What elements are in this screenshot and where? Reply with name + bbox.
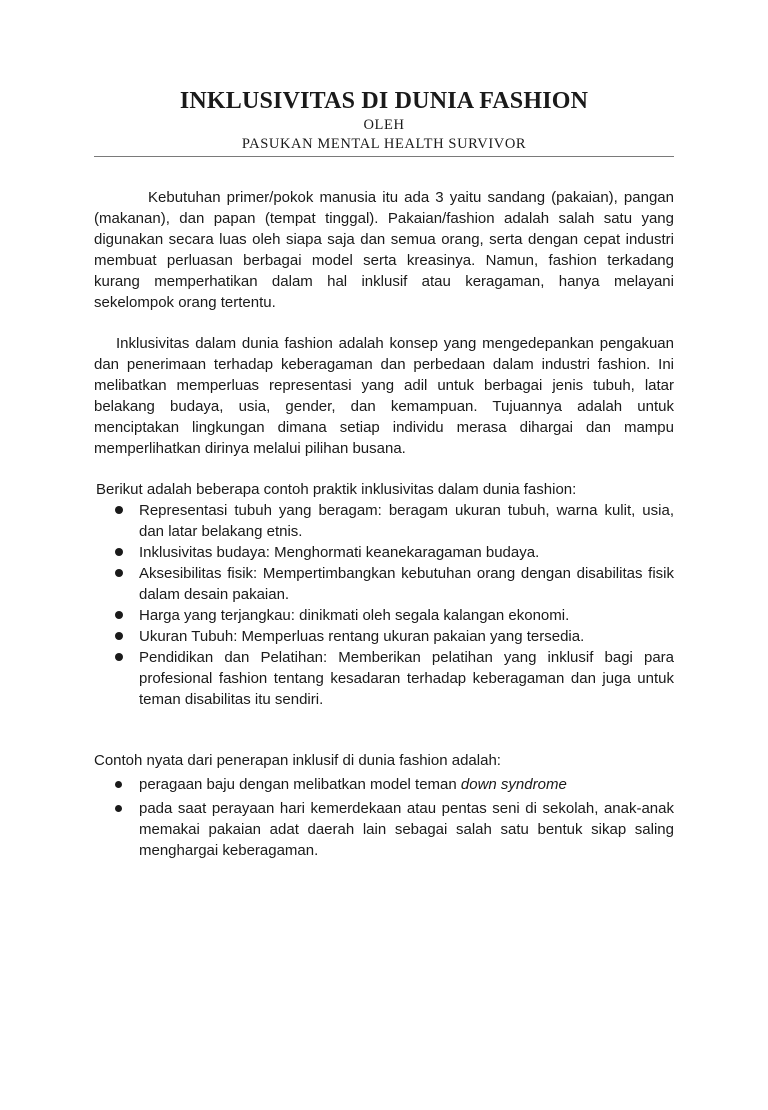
author: PASUKAN MENTAL HEALTH SURVIVOR <box>241 136 527 152</box>
list-item <box>94 563 674 605</box>
list2-intro: Contoh nyata dari penerapan inklusif di dunia fashion adalah: <box>94 752 501 769</box>
document-page <box>0 86 768 1110</box>
document-title: INKLUSIVITAS DI DUNIA FASHION <box>179 88 589 114</box>
list-item <box>94 626 674 647</box>
list-item-text: pada saat perayaan hari kemerdekaan atau pentas seni di sekolah, anak-anak memakai pakaian adat daerah lain sebagai salah satu bentuk sikap saling menghargai keberagaman. <box>139 800 674 859</box>
list-item <box>94 647 674 710</box>
bullet-icon <box>115 548 123 556</box>
list-item <box>94 542 674 563</box>
title-divider <box>94 156 674 157</box>
bullet-icon <box>115 653 123 661</box>
paragraph-2: Inklusivitas dalam dunia fashion adalah konsep yang mengedepankan pengakuan dan penerimaan terhadap keberagaman dan perbedaan dalam industri fashion. Ini melibatkan memperluas representasi yang adil untuk berbagai jenis tubuh, latar belakang budaya, usia, gender, dan kemampuan. Tujuannya adalah untuk menciptakan lingkungan dimana setiap individu merasa dihargai dan mampu memperlihatkan dirinya melalui pilihan busana. <box>94 335 674 457</box>
example-list <box>94 774 674 861</box>
bullet-icon <box>115 506 123 514</box>
bullet-icon <box>115 781 122 788</box>
bullet-icon <box>115 611 123 619</box>
list1-intro: Berikut adalah beberapa contoh praktik inklusivitas dalam dunia fashion: <box>96 481 577 498</box>
list-item-text: Inklusivitas budaya: Menghormati keanekaragaman budaya. <box>139 544 540 561</box>
list-item-text: peragaan baju dengan melibatkan model teman <box>139 776 461 793</box>
list-item-text: Harga yang terjangkau: dinikmati oleh segala kalangan ekonomi. <box>139 607 570 624</box>
practice-list <box>94 500 674 710</box>
list-item <box>94 798 674 861</box>
bullet-icon <box>115 569 123 577</box>
list-item-text: Pendidikan dan Pelatihan: Memberikan pelatihan yang inklusif bagi para profesional fashion tentang kesadaran terhadap keberagaman dan juga untuk teman disabilitas itu sendiri. <box>139 649 674 708</box>
bullet-icon <box>115 805 122 812</box>
list-item-text: Ukuran Tubuh: Memperluas rentang ukuran pakaian yang tersedia. <box>139 628 585 645</box>
list-item <box>94 774 674 795</box>
list-item-text: Representasi tubuh yang beragam: beragam ukuran tubuh, warna kulit, usia, dan latar belakang etnis. <box>139 502 674 540</box>
list-item <box>94 500 674 542</box>
list-item-text: Aksesibilitas fisik: Mempertimbangkan kebutuhan orang dengan disabilitas fisik dalam desain pakaian. <box>139 565 674 603</box>
paragraph-1: Kebutuhan primer/pokok manusia itu ada 3 yaitu sandang (pakaian), pangan (makanan), dan papan (tempat tinggal). Pakaian/fashion adalah salah satu yang digunakan secara luas oleh siapa saja dan semua orang, serta dengan cepat industri membuat perluasan berbagai model serta kreasinya. Namun, fashion terkadang kurang memperhatikan dalam hal inklusif atau keragaman, hanya melayani sekelompok orang tertentu. <box>94 189 674 311</box>
byline: OLEH <box>363 117 405 133</box>
list-item <box>94 605 674 626</box>
bullet-icon <box>115 632 123 640</box>
list-item-emphasis: down syndrome <box>460 776 567 793</box>
